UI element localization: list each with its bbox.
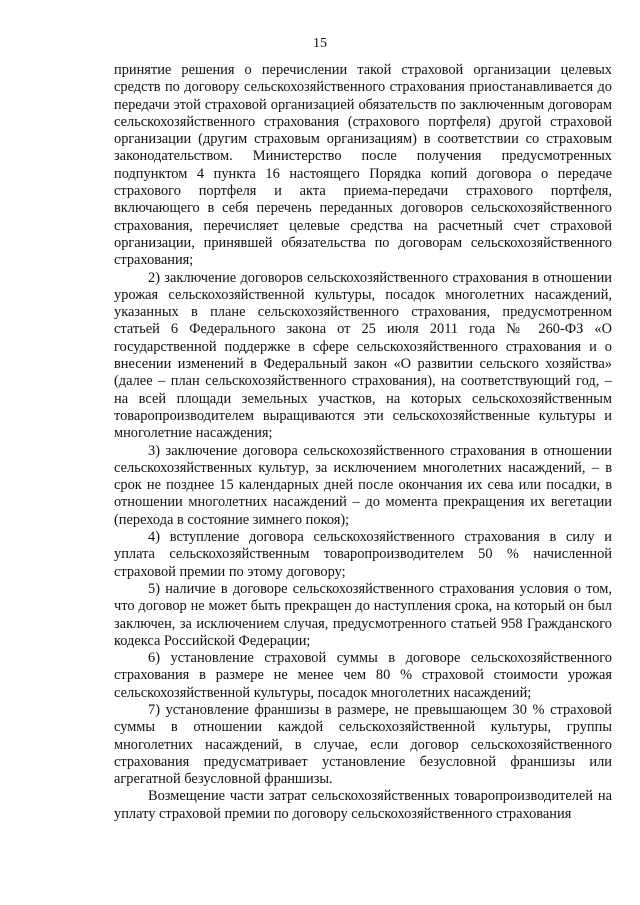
paragraph-item-3: 3) заключение договора сельскохозяйственного страхования в отношении сельскохозяйственных культур, за исключением многолетних насаждений, – в срок не позднее 15 календарных дней после окончания их сева или посадки, в отношении многолетних насаждений – до момента прекращения их вегетации (перехода в состояние зимнего покоя); [114,442,612,528]
document-body [114,62,612,823]
paragraph-reimbursement: Возмещение части затрат сельскохозяйственных товаропроизводителей на уплату страховой премии по договору сельскохозяйственного страхования [114,788,612,822]
paragraph-item-2: 2) заключение договоров сельскохозяйственного страхования в отношении урожая сельскохозяйственной культуры, посадок многолетних насаждений, указанных в плане сельскохозяйственного страхования, предусмотренном статьей 6 Федерального закона от 25 июля 2011 года № 260-ФЗ «О государственной поддержке в сфере сельскохозяйственного страхования и о внесении изменений в Федеральный закон «О развитии сельского хозяйства» (далее – план сельскохозяйственного страхования), на соответствующий год, – на всей площади земельных участков, на которых сельскохозяйственным товаропроизводителем выращиваются эти сельскохозяйственные культуры и многолетние насаждения; [114,269,612,442]
paragraph-item-5: 5) наличие в договоре сельскохозяйственного страхования условия о том, что договор не может быть прекращен до наступления срока, на который он был заключен, за исключением случая, предусмотренного статьей 958 Гражданского кодекса Российской Федерации; [114,580,612,649]
page-number: 15 [313,36,327,51]
paragraph-continuation: принятие решения о перечислении такой страховой организации целевых средств по договору сельскохозяйственного страхования приостанавливается до передачи этой страховой организацией обязательств по заключенным договорам сельскохозяйственного страхования (страхового портфеля) другой страховой организации (другим страховым организациям) в соответствии со страховым законодательством. Министерство после получения предусмотренных подпунктом 4 пункта 16 настоящего Порядка копий договора о передаче страхового портфеля и акта приема-передачи страхового портфеля, включающего в себя перечень переданных договоров сельскохозяйственного страхования, перечисляет целевые средства на расчетный счет страховой организации, принявшей обязательства по договорам сельскохозяйственного страхования; [114,62,612,269]
paragraph-item-7: 7) установление франшизы в размере, не превышающем 30 % страховой суммы в отношении каждой сельскохозяйственной культуры, группы многолетних насаждений, в случае, если договор сельскохозяйственного страхования предусматривает установление безусловной франшизы или агрегатной безусловной франшизы. [114,701,612,788]
paragraph-item-6: 6) установление страховой суммы в договоре сельскохозяйственного страхования в размере не менее чем 80 % страховой стоимости урожая сельскохозяйственной культуры, посадок многолетних насаждений; [114,650,612,701]
paragraph-item-4: 4) вступление договора сельскохозяйственного страхования в силу и уплата сельскохозяйственным товаропроизводителем 50 % начисленной страховой премии по этому договору; [114,529,612,580]
